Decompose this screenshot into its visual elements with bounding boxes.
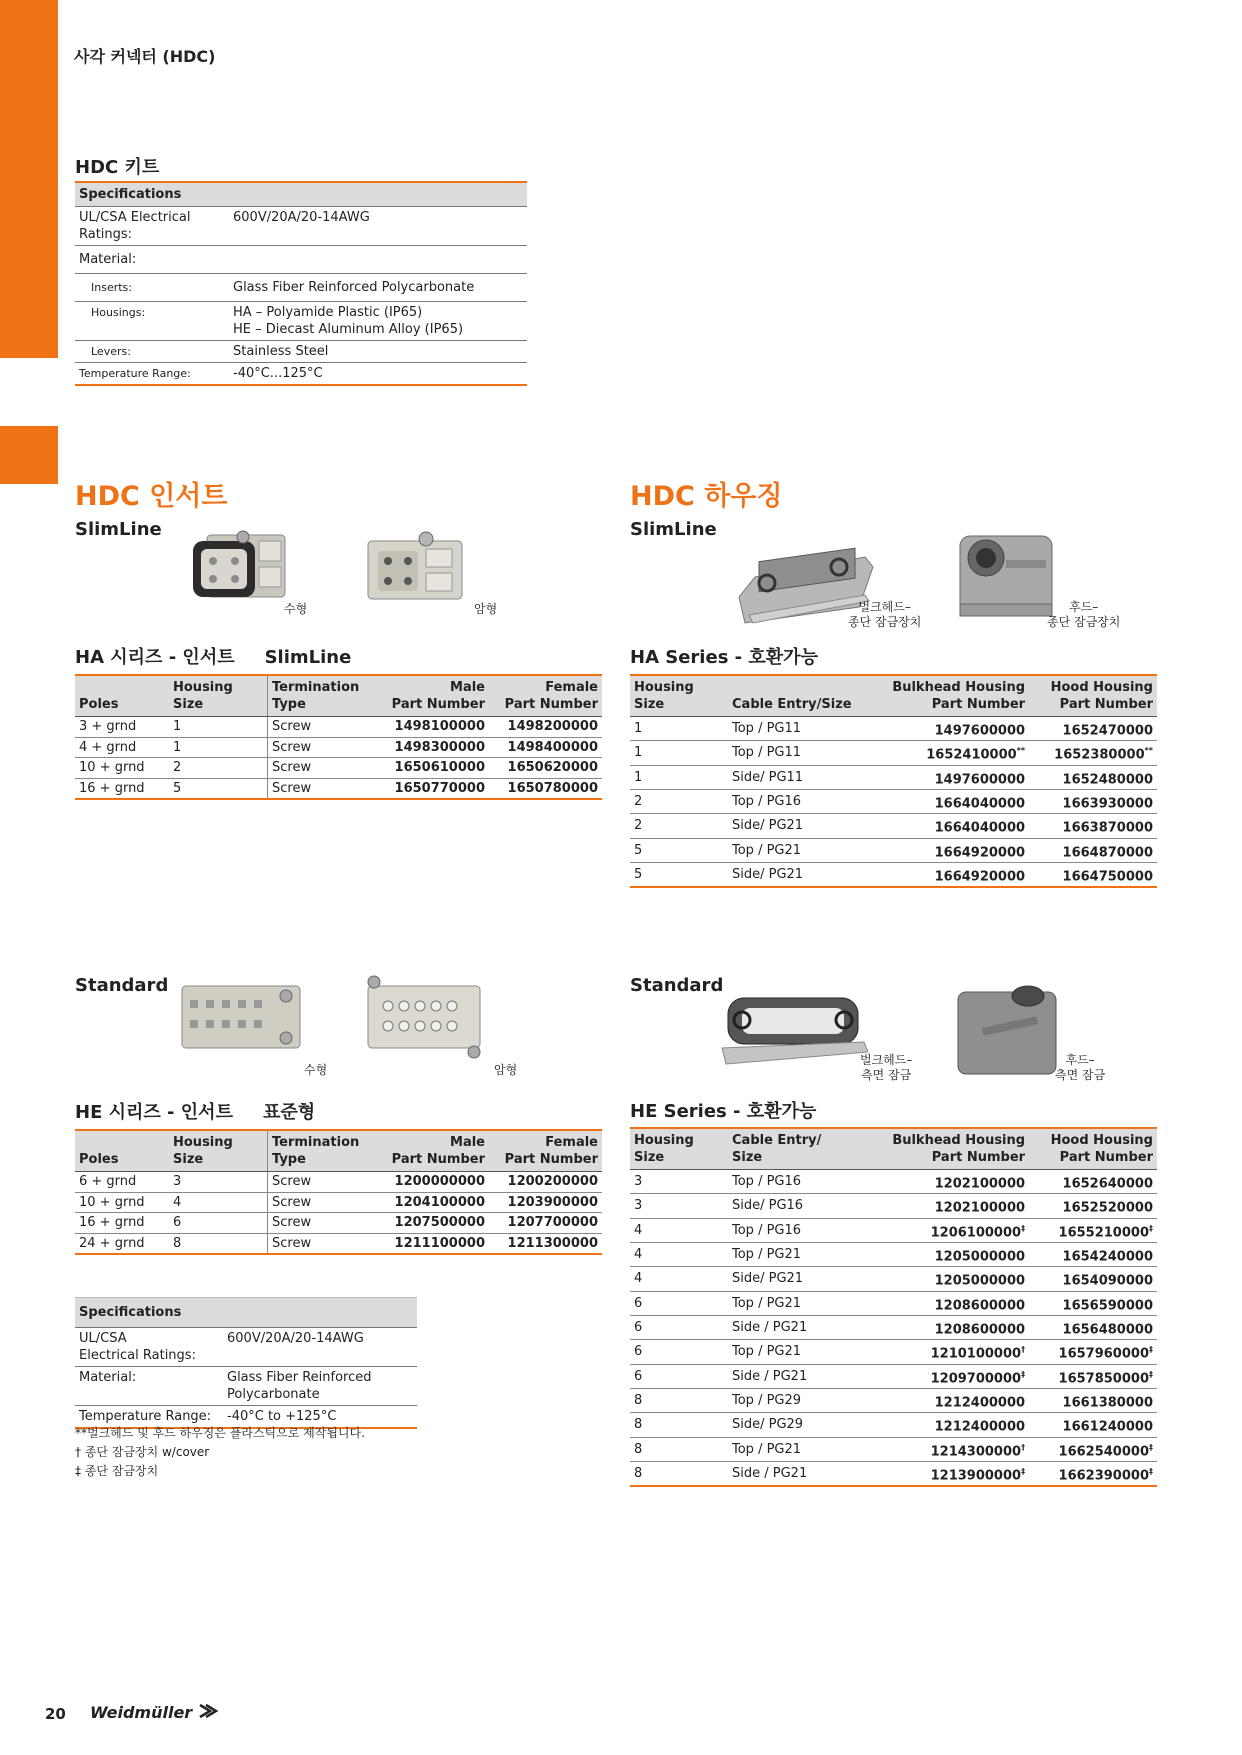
he-insert-subtitle: 표준형 [262, 1102, 316, 1123]
table-row: 2 Top / PG16 1664040000 1663930000 [630, 789, 1157, 813]
male-caption: 수형 [284, 602, 308, 616]
spec-value: 600V/20A/20-14AWG [223, 1328, 417, 1367]
table-row: 6 + grnd 3 Screw 1200000000 1200200000 [75, 1172, 602, 1193]
table-row: 3 Top / PG16 1202100000 1652640000 [630, 1170, 1157, 1194]
bulkhead-caption-std: 벌크헤드– 측면 잠금 [860, 1053, 913, 1082]
table-row: 2 Side/ PG21 1664040000 1663870000 [630, 814, 1157, 838]
col-header: Cable Entry/Size [728, 675, 866, 717]
table-row: 8 Side / PG21 1213900000‡ 1662390000‡ [630, 1461, 1157, 1486]
brand-name: Weidmüller [90, 1703, 193, 1722]
col-header: Housing Size [630, 675, 728, 717]
ha-insert-title [75, 643, 351, 669]
hood-caption-std: 후드– 측면 잠금 [1055, 1053, 1106, 1082]
spec-label: Housings: [75, 302, 229, 341]
he-spec-table [75, 1297, 417, 1429]
table-row: 6 Top / PG21 1210100000† 1657960000‡ [630, 1340, 1157, 1364]
col-header: Female Part Number [489, 675, 602, 717]
col-header: Female Part Number [489, 1130, 602, 1172]
hood-standard-housing-image [952, 982, 1062, 1078]
male-standard-insert-image [172, 972, 312, 1064]
inserts-standard-label: Standard [75, 975, 169, 996]
ha-housing-title: HA Series - 호환가능 [630, 647, 818, 668]
col-header: Housing Size [630, 1128, 728, 1170]
table-row: 8 Top / PG29 1212400000 1661380000 [630, 1388, 1157, 1412]
table-row: 24 + grnd 8 Screw 1211100000 1211300000 [75, 1233, 602, 1254]
col-header: Termination Type [268, 675, 377, 717]
footnote: **벌크헤드 및 후드 하우징은 플라스틱으로 제작됩니다. [75, 1426, 365, 1440]
housings-standard-label: Standard [630, 975, 724, 996]
table-row: 8 Top / PG21 1214300000† 1662540000‡ [630, 1437, 1157, 1461]
col-header: Hood Housing Part Number [1029, 675, 1157, 717]
table-row: 16 + grnd 5 Screw 1650770000 1650780000 [75, 778, 602, 799]
col-header: Cable Entry/ Size [728, 1128, 866, 1170]
table-row: 5 Side/ PG21 1664920000 1664750000 [630, 862, 1157, 887]
table-row: 3 + grnd 1 Screw 1498100000 1498200000 [75, 717, 602, 738]
kit-title: HDC 키트 [75, 157, 160, 178]
accent-bar-top [0, 0, 58, 358]
spec-label: Levers: [75, 341, 229, 363]
housings-slimline-label: SlimLine [630, 519, 717, 540]
female-standard-insert-image [358, 972, 490, 1064]
spec-header: Specifications [75, 182, 527, 207]
spec-header: Specifications [75, 1298, 417, 1328]
bulkhead-standard-housing-image [718, 990, 868, 1070]
table-row: 4 Top / PG16 1206100000‡ 1655210000‡ [630, 1218, 1157, 1242]
accent-bar-mid [0, 426, 58, 484]
ha-insert-table [75, 674, 602, 800]
col-header: Termination Type [268, 1130, 377, 1172]
page-number: 20 [45, 1705, 66, 1723]
table-row: 6 Top / PG21 1208600000 1656590000 [630, 1291, 1157, 1315]
table-row: 16 + grnd 6 Screw 1207500000 1207700000 [75, 1213, 602, 1234]
spec-label: Inserts: [75, 274, 229, 302]
spec-value [229, 246, 527, 274]
table-row: 1 Side/ PG11 1497600000 1652480000 [630, 765, 1157, 789]
he-housing-table [630, 1127, 1157, 1487]
table-row: 1 Top / PG11 1652410000** 1652380000** [630, 741, 1157, 765]
table-row: 8 Side/ PG29 1212400000 1661240000 [630, 1413, 1157, 1437]
brand-logo [90, 1702, 220, 1722]
ha-insert-title-text: HA 시리즈 - 인서트 [75, 647, 235, 668]
col-header: Poles [75, 1130, 169, 1172]
hood-slimline-housing-image [952, 520, 1062, 625]
spec-label: Temperature Range: [75, 363, 229, 386]
table-row: 1 Top / PG11 1497600000 1652470000 [630, 717, 1157, 741]
table-row: 10 + grnd 2 Screw 1650610000 1650620000 [75, 758, 602, 779]
table-row: 3 Side/ PG16 1202100000 1652520000 [630, 1194, 1157, 1218]
table-row: 4 Side/ PG21 1205000000 1654090000 [630, 1267, 1157, 1291]
table-row: 5 Top / PG21 1664920000 1664870000 [630, 838, 1157, 862]
col-header: Bulkhead Housing Part Number [866, 675, 1029, 717]
table-row: 6 Side / PG21 1209700000‡ 1657850000‡ [630, 1364, 1157, 1388]
spec-label: Material: [75, 1367, 223, 1406]
he-insert-table [75, 1129, 602, 1255]
bulkhead-caption-slim: 벌크헤드– 종단 잠금장치 [848, 600, 922, 629]
female-caption-standard: 암형 [494, 1063, 518, 1077]
kit-spec-table [75, 181, 527, 386]
spec-value: Glass Fiber Reinforced Polycarbonate [229, 274, 527, 302]
col-header: Bulkhead Housing Part Number [866, 1128, 1029, 1170]
he-insert-title [75, 1098, 315, 1124]
footnote: † 종단 잠금장치 w/cover [75, 1445, 210, 1459]
male-caption-standard: 수형 [304, 1063, 328, 1077]
spec-value: Stainless Steel [229, 341, 527, 363]
female-caption: 암형 [474, 602, 498, 616]
table-row: 4 Top / PG21 1205000000 1654240000 [630, 1242, 1157, 1266]
spec-label: Material: [75, 246, 229, 274]
spec-label: Temperature Range: [75, 1406, 223, 1429]
col-header: Hood Housing Part Number [1029, 1128, 1157, 1170]
table-row: 4 + grnd 1 Screw 1498300000 1498400000 [75, 737, 602, 758]
housings-title: HDC 하우징 [630, 481, 783, 512]
spec-value: Glass Fiber Reinforced Polycarbonate [223, 1367, 417, 1406]
footnote: ‡ 종단 잠금장치 [75, 1464, 159, 1478]
col-header: Poles [75, 675, 169, 717]
spec-value: -40°C to +125°C [223, 1406, 417, 1429]
spec-label: UL/CSA Electrical Ratings: [75, 1328, 223, 1367]
spec-value: 600V/20A/20-14AWG [229, 207, 527, 246]
inserts-slimline-label: SlimLine [75, 519, 162, 540]
running-title: 사각 커넥터 (HDC) [74, 47, 216, 66]
ha-insert-subtitle: SlimLine [264, 647, 352, 668]
brand-mark-icon [198, 1702, 220, 1720]
spec-value: HA – Polyamide Plastic (IP65) HE – Diecast Aluminum Alloy (IP65) [229, 302, 527, 341]
table-row: 6 Side / PG21 1208600000 1656480000 [630, 1315, 1157, 1339]
female-slimline-insert-image [360, 527, 470, 617]
he-housing-title: HE Series - 호환가능 [630, 1101, 817, 1122]
col-header: Housing Size [169, 1130, 268, 1172]
inserts-title: HDC 인서트 [75, 481, 228, 512]
he-insert-title-text: HE 시리즈 - 인서트 [75, 1102, 233, 1123]
table-row: 10 + grnd 4 Screw 1204100000 1203900000 [75, 1192, 602, 1213]
col-header: Male Part Number [376, 675, 489, 717]
col-header: Housing Size [169, 675, 268, 717]
col-header: Male Part Number [376, 1130, 489, 1172]
spec-label: UL/CSA Electrical Ratings: [75, 207, 229, 246]
spec-value: -40°C...125°C [229, 363, 527, 386]
hood-caption-slim: 후드– 종단 잠금장치 [1047, 600, 1121, 629]
ha-housing-table [630, 674, 1157, 888]
